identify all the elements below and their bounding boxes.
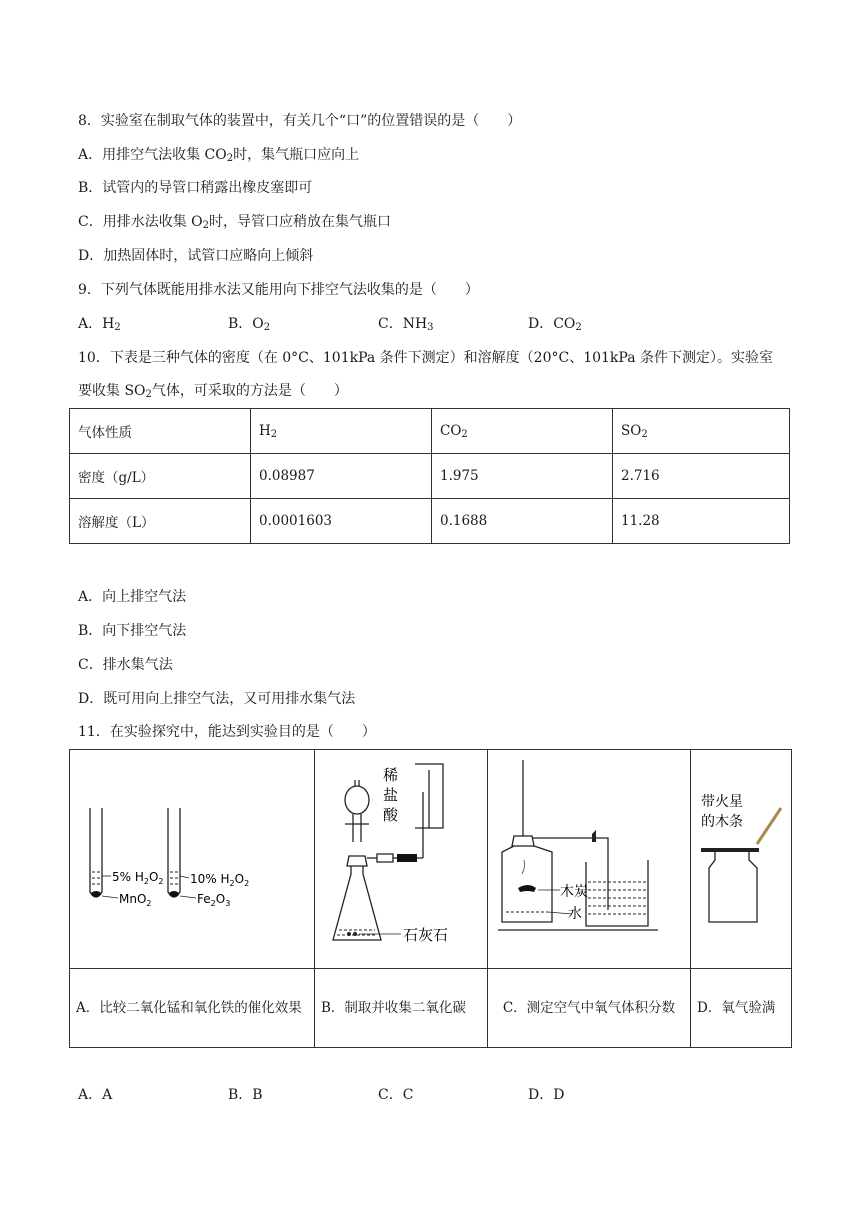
q9-option-b: B．$O_2$	[228, 316, 271, 333]
q9-stem: 9．下列气体既能用排水法又能用向下排空气法收集的是（ ）	[78, 282, 479, 298]
q11-stem: 11．在实验探究中，能达到实验目的是（ ）	[78, 724, 376, 740]
q9-option-c: C．$NH_3$	[378, 316, 434, 333]
table-cell: 密度（g/L）	[70, 454, 251, 499]
label-limestone: 石灰石	[403, 926, 449, 944]
figure-c-cell	[488, 750, 691, 969]
label-mno2: MnO$_2$	[119, 892, 152, 908]
table-header-cell: $CO_2$	[432, 409, 613, 454]
table-header-cell: $H_2$	[251, 409, 432, 454]
table-row	[70, 750, 792, 969]
q8-option-d: D．加热固体时，试管口应略向上倾斜	[78, 248, 314, 264]
table-cell: 0.0001603	[251, 499, 432, 544]
q8-option-b: B．试管内的导管口稍露出橡皮塞即可	[78, 180, 313, 196]
q9-options	[78, 314, 582, 334]
figure-d-oxygen-test	[691, 750, 791, 964]
caption-a: A．比较二氧化锰和氧化铁的催化效果	[70, 969, 315, 1048]
figure-b-cell	[315, 750, 488, 969]
q9-option-d: D．$CO_2$	[528, 316, 582, 333]
q9-option-a: A．$H_2$	[78, 316, 121, 333]
label-5-h2o2: 5% $H_2O_2$	[112, 870, 164, 886]
caption-c: C．测定空气中氧气体积分数	[488, 969, 691, 1048]
table-row	[70, 454, 790, 499]
table-cell: 0.08987	[251, 454, 432, 499]
q11-option-a: A．A	[78, 1087, 113, 1103]
label-acid-3: 酸	[383, 806, 399, 824]
table-row	[70, 969, 792, 1048]
caption-d: D．氧气验满	[691, 969, 792, 1048]
table-header-cell: 气体性质	[70, 409, 251, 454]
label-fe2o3: $Fe_2O_3$	[197, 892, 231, 908]
caption-b: B．制取并收集二氧化碳	[315, 969, 488, 1048]
q10-stem-line1: 10．下表是三种气体的密度（在 0°C、101kPa 条件下测定）和溶解度（20°C、101kPa 条件下测定）。实验室	[78, 350, 773, 366]
label-acid-2: 盐	[383, 786, 399, 804]
label-glowing-2: 的木条	[701, 814, 743, 830]
figure-a-cell	[70, 750, 315, 969]
q10-option-c: C．排水集气法	[78, 657, 173, 673]
q10-option-a: A．向上排空气法	[78, 589, 187, 605]
q10-option-d: D．既可用向上排空气法，又可用排水集气法	[78, 691, 356, 707]
table-cell: 1.975	[432, 454, 613, 499]
figure-d-cell	[691, 750, 792, 969]
label-acid-1: 稀	[383, 766, 399, 784]
table-cell: 2.716	[613, 454, 790, 499]
figure-a-test-tubes	[70, 750, 314, 964]
q11-option-d: D．D	[528, 1087, 565, 1103]
q11-options	[78, 1085, 564, 1105]
q11-option-b: B．B	[228, 1087, 263, 1103]
q11-option-c: C．C	[378, 1087, 414, 1103]
figure-b-co2-apparatus	[315, 750, 487, 964]
q8-option-a: A．用排空气法收集 $CO_2$时，集气瓶口应向上	[78, 147, 360, 164]
label-water: 水	[568, 906, 582, 922]
gas-property-table	[69, 408, 790, 544]
q10-stem-line2: 要收集 $SO_2$气体，可采取的方法是（ ）	[78, 383, 348, 400]
table-cell: 0.1688	[432, 499, 613, 544]
table-cell: 溶解度（L）	[70, 499, 251, 544]
q10-option-b: B．向下排空气法	[78, 623, 187, 639]
label-glowing-1: 带火星	[701, 794, 743, 810]
experiment-table	[69, 749, 792, 1048]
table-row	[70, 499, 790, 544]
label-charcoal: 木炭	[560, 884, 588, 900]
q8-stem: 8．实验室在制取气体的装置中，有关几个“口”的位置错误的是（ ）	[78, 113, 522, 129]
q8-option-c: C．用排水法收集 $O_2$时，导管口应稍放在集气瓶口	[78, 214, 392, 231]
figure-c-oxygen-measurement	[488, 750, 690, 964]
label-10-h2o2: 10% $H_2O_2$	[190, 872, 250, 888]
table-header-cell: $SO_2$	[613, 409, 790, 454]
table-row	[70, 409, 790, 454]
table-cell: 11.28	[613, 499, 790, 544]
